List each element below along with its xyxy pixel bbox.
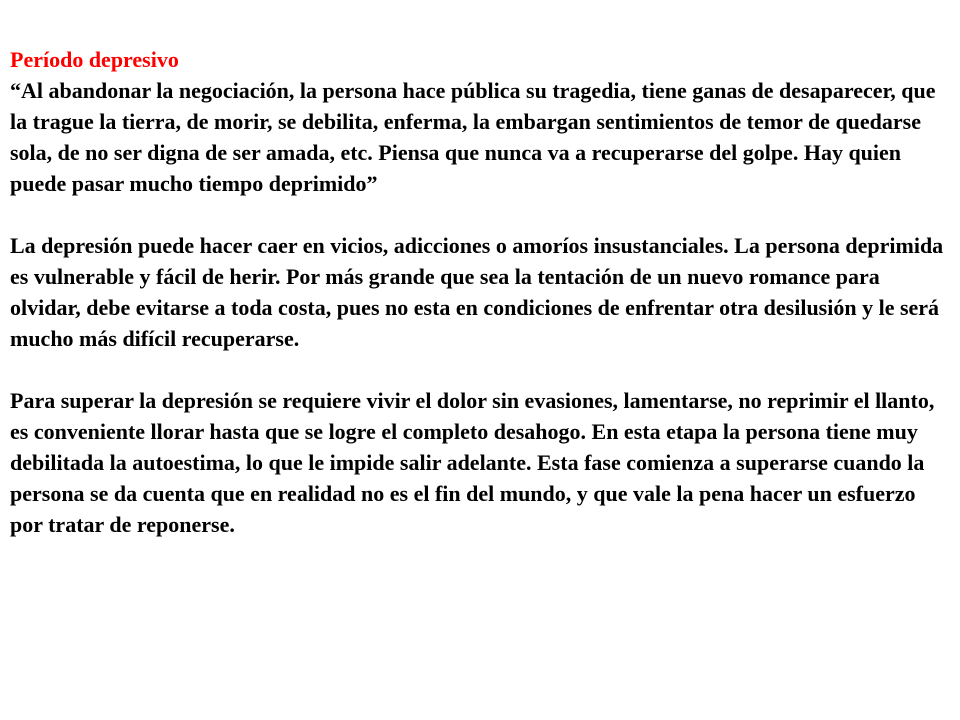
slide-title: Período depresivo [10, 47, 179, 72]
slide-content [10, 44, 950, 540]
overcoming-depression-paragraph: Para superar la depresión se requiere vivir el dolor sin evasiones, lamentarse, no reprimir el llanto, es conveniente llorar hasta que se logre el completo desahogo. En esta etapa la persona tiene muy debilitada la autoestima, lo que le impide salir adelante. Esta fase comienza a superarse cuando la persona se da cuenta que en realidad no es el fin del mundo, y que vale la pena hacer un esfuerzo por tratar de reponerse. [10, 388, 935, 537]
paragraph-spacer [10, 354, 950, 385]
depression-vices-paragraph: La depresión puede hacer caer en vicios, adicciones o amoríos insustanciales. La persona deprimida es vulnerable y fácil de herir. Por más grande que sea la tentación de un nuevo romance para olvidar, debe evitarse a toda costa, pues no esta en condiciones de enfrentar otra desilusión y le será mucho más difícil recuperarse. [10, 233, 944, 351]
paragraph-spacer [10, 199, 950, 230]
quote-paragraph: “Al abandonar la negociación, la persona hace pública su tragedia, tiene ganas de desaparecer, que la trague la tierra, de morir, se debilita, enferma, la embargan sentimientos de temor de quedarse sola, de no ser digna de ser amada, etc. Piensa que nunca va a recuperarse del golpe. Hay quien puede pasar mucho tiempo deprimido” [10, 78, 936, 196]
